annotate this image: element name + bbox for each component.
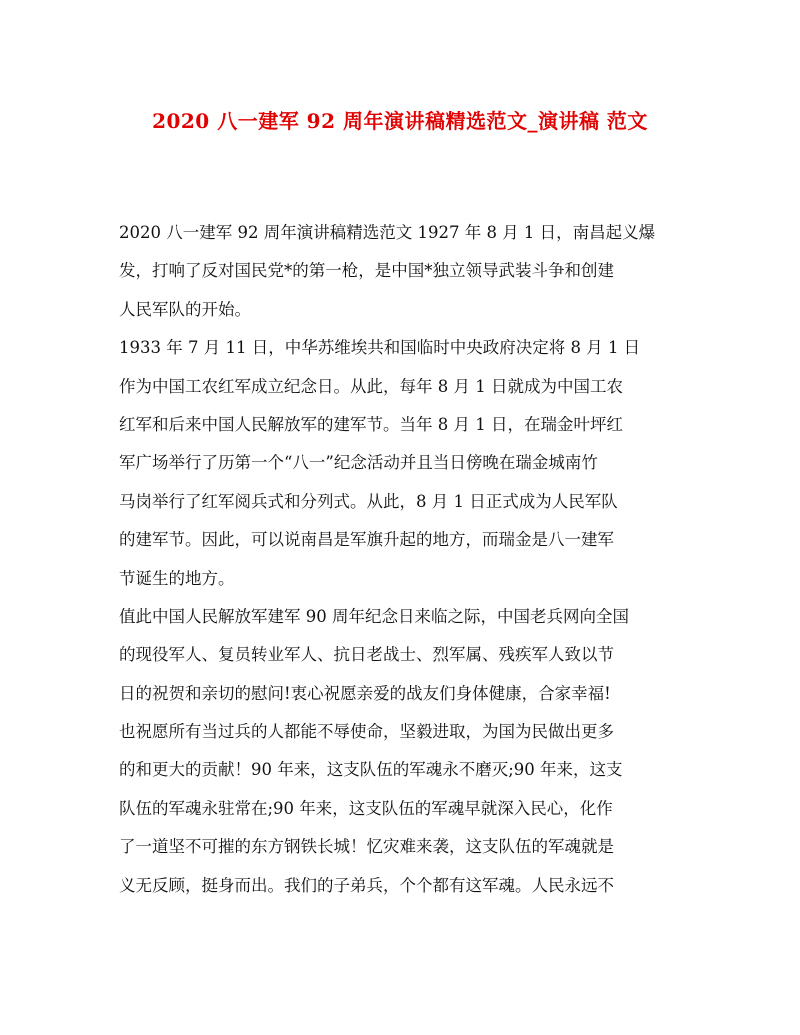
text-line: 的和更大的贡献！90 年来，这支队伍的军魂永不磨灭;90 年来，这支	[119, 760, 623, 780]
text-line: 1933 年 7 月 11 日，中华苏维埃共和国临时中央政府决定将 8 月 1 日	[119, 338, 641, 358]
text-line: 义无反顾，挺身而出。我们的子弟兵，个个都有这军魂。人民永远不	[119, 875, 614, 895]
text-line: 作为中国工农红军成立纪念日。从此，每年 8 月 1 日就成为中国工农	[119, 376, 623, 396]
text-line: 的现役军人、复员转业军人、抗日老战士、烈军属、残疾军人致以节	[119, 645, 614, 665]
text-line: 发，打响了反对国民党*的第一枪，是中国*独立领导武装斗争和创建	[119, 261, 614, 281]
page-title: 2020 八一建军 92 周年演讲稿精选范文_演讲稿 范文	[152, 109, 648, 133]
text-line: 队伍的军魂永驻常在;90 年来，这支队伍的军魂早就深入民心，化作	[119, 798, 613, 818]
text-line: 人民军队的开始。	[119, 299, 251, 319]
text-line: 也祝愿所有当过兵的人都能不辱使命，坚毅进取，为国为民做出更多	[119, 722, 614, 742]
text-line: 节诞生的地方。	[119, 568, 235, 588]
text-line: 值此中国人民解放军建军 90 周年纪念日来临之际，中国老兵网向全国	[119, 606, 629, 626]
text-line: 的建军节。因此，可以说南昌是军旗升起的地方，而瑞金是八一建军	[119, 530, 614, 550]
text-line: 红军和后来中国人民解放军的建军节。当年 8 月 1 日，在瑞金叶坪红	[119, 414, 623, 434]
text-line: 军广场举行了历第一个“八一”纪念活动并且当日傍晚在瑞金城南竹	[119, 453, 598, 473]
text-line: 日的祝贺和亲切的慰问!衷心祝愿亲爱的战友们身体健康，合家幸福!	[119, 683, 611, 703]
text-line: 了一道坚不可摧的东方钢铁长城！忆灾难来袭，这支队伍的军魂就是	[119, 837, 614, 857]
text-line: 2020 八一建军 92 周年演讲稿精选范文 1927 年 8 月 1 日，南昌起义爆	[119, 223, 656, 242]
body-text	[119, 214, 684, 905]
text-line: 马岗举行了红军阅兵式和分列式。从此，8 月 1 日正式成为人民军队	[119, 491, 618, 511]
